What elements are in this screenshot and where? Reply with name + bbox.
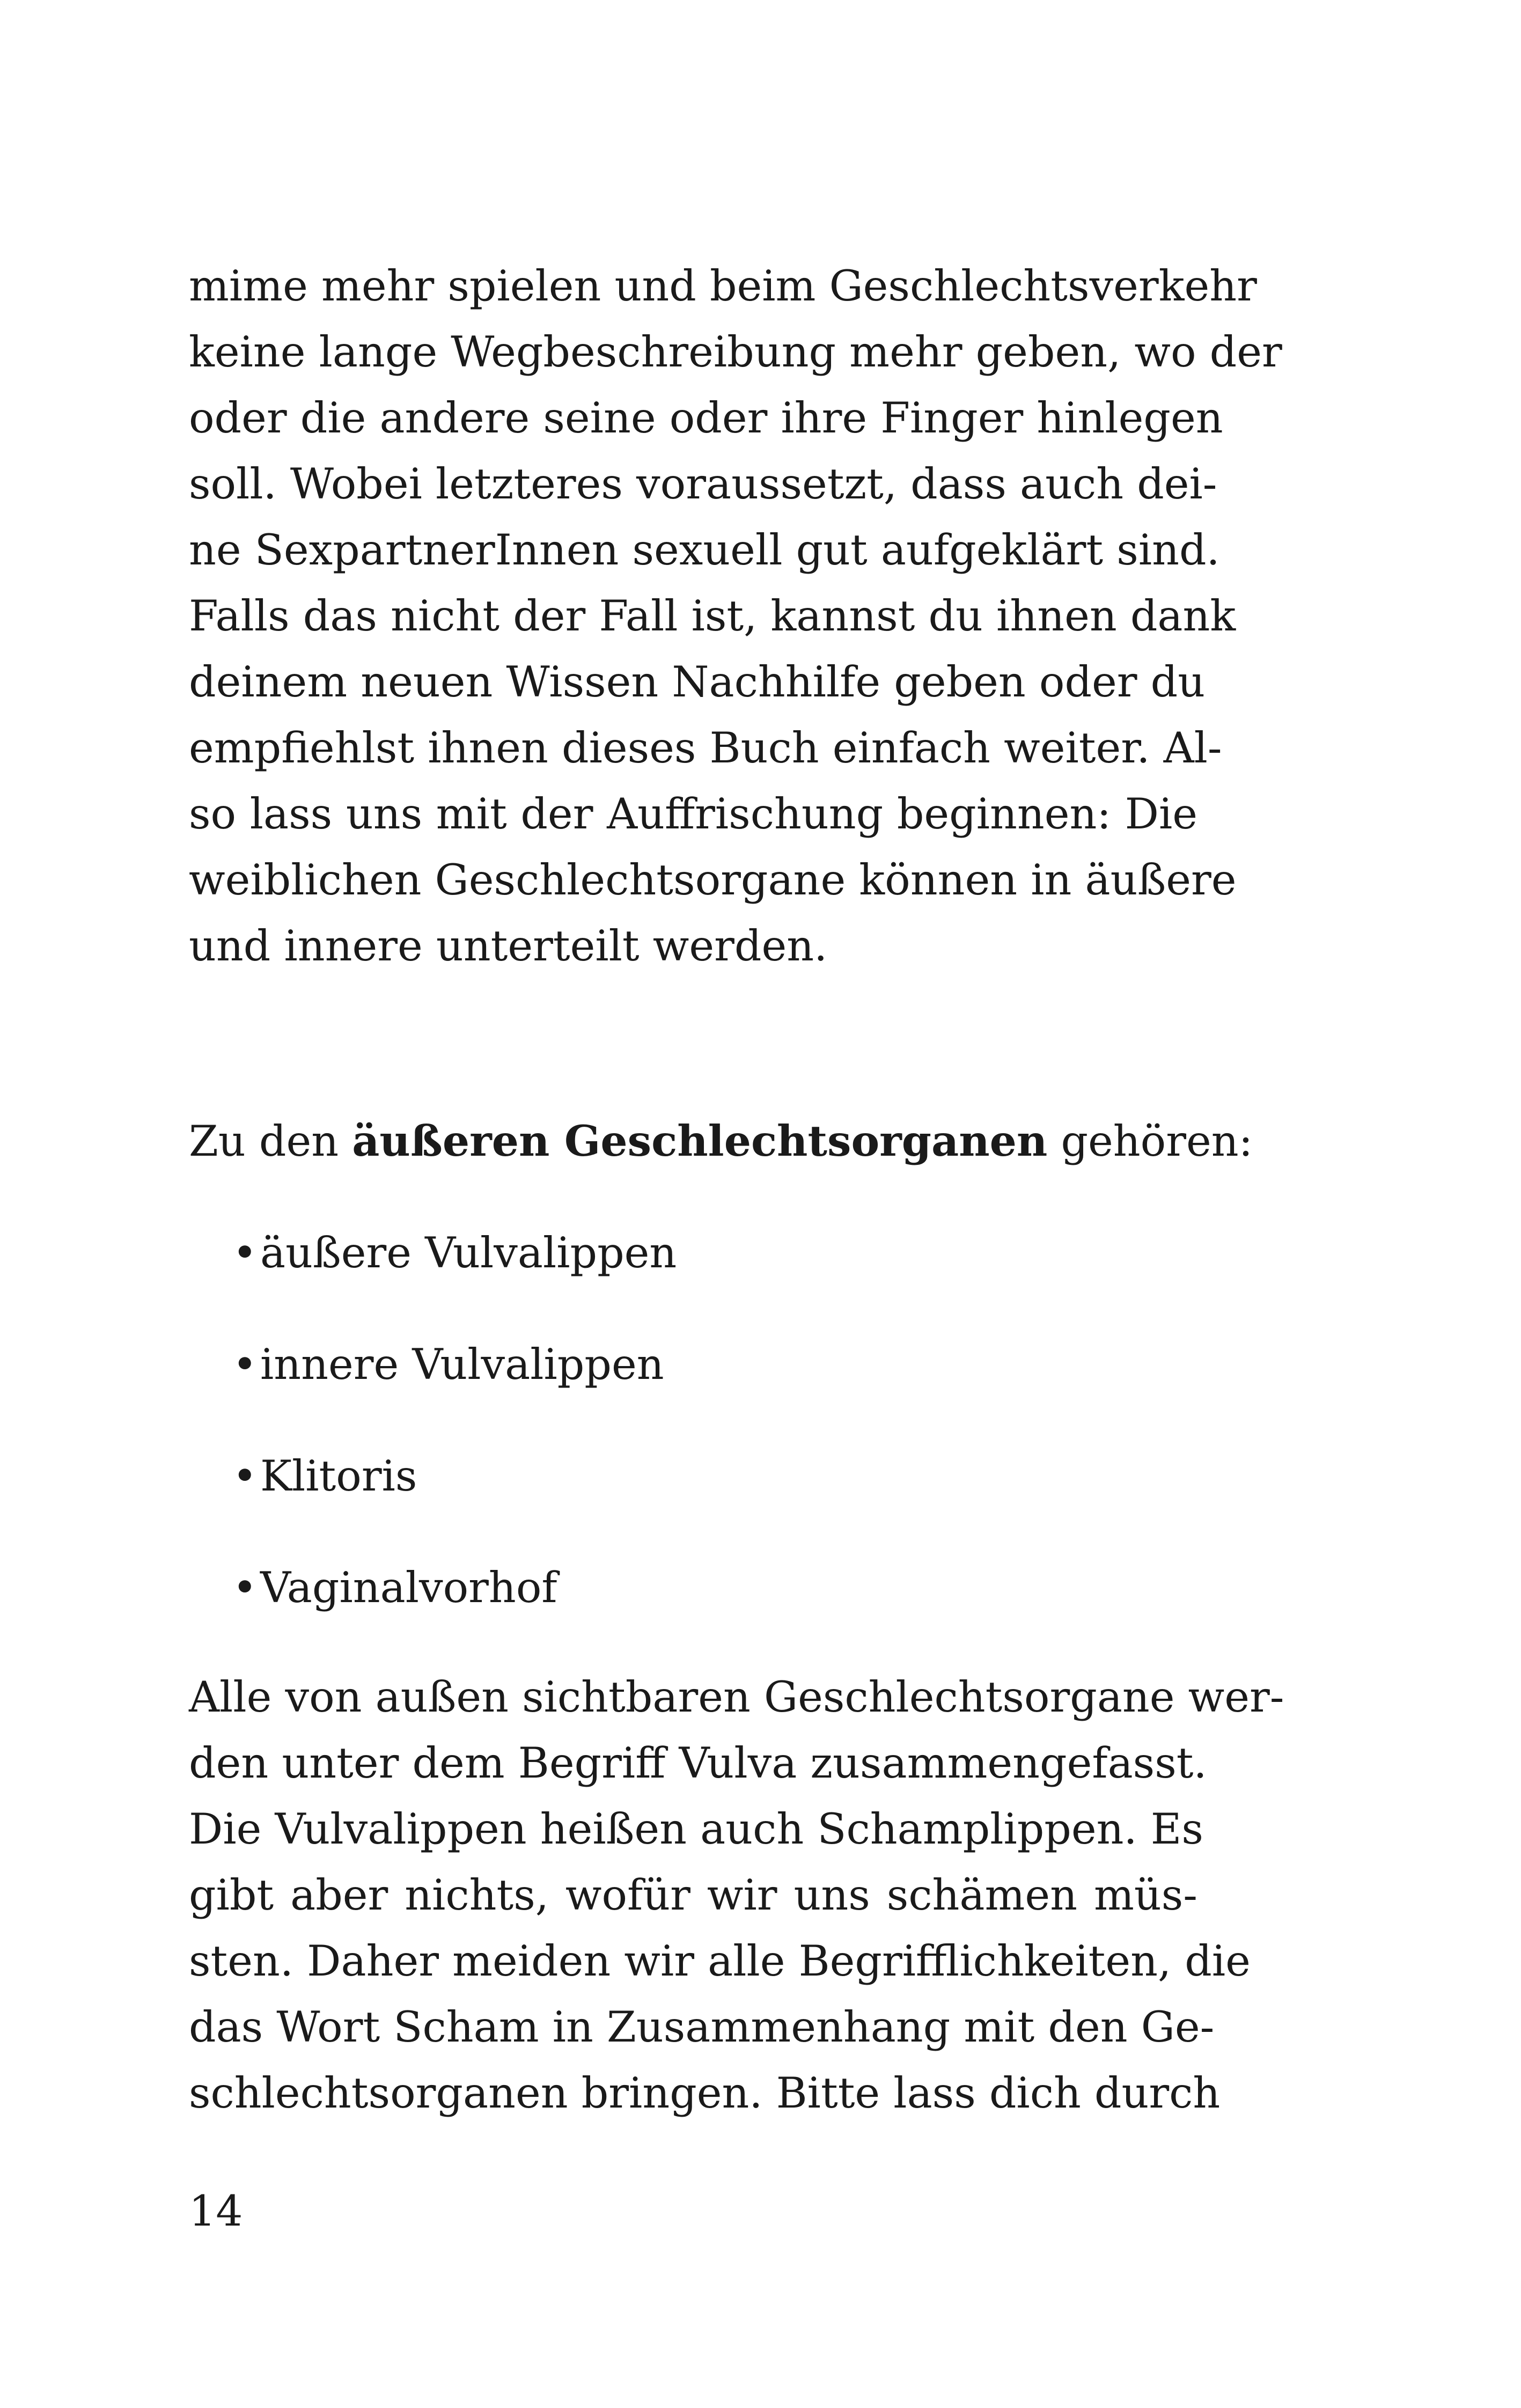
list-item [232, 1558, 557, 1617]
text-line: sten. Daher meiden wir alle Begrifflichkeiten, die [189, 1936, 1251, 1986]
text-line: keine lange Wegbeschreibung mehr geben, wo der [189, 327, 1282, 377]
list-item [232, 1335, 664, 1394]
list-intro-suffix: gehören: [1047, 1117, 1253, 1166]
list-item-label: innere Vulvalippen [260, 1340, 664, 1389]
text-line: so lass uns mit der Auffrischung beginnen: Die [189, 789, 1197, 839]
text-line: oder die andere seine oder ihre Finger hinlegen [189, 393, 1223, 443]
page-number: 14 [189, 2186, 243, 2236]
bullet-icon: • [232, 1340, 258, 1389]
text-line: empfiehlst ihnen dieses Buch einfach weiter. Al- [189, 723, 1222, 773]
text-line: ne SexpartnerInnen sexuell gut aufgeklärt sind. [189, 525, 1220, 575]
text-line: Die Vulvalippen heißen auch Schamplippen. Es [189, 1804, 1203, 1854]
list-intro [189, 1112, 1253, 1171]
bullet-icon: • [232, 1563, 258, 1612]
text-line: gibt aber nichts, wofür wir uns schämen müs- [189, 1870, 1197, 1920]
text-line: deinem neuen Wissen Nachhilfe geben oder du [189, 657, 1206, 707]
text-line: den unter dem Begriff Vulva zusammengefasst. [189, 1738, 1207, 1788]
text-line: Alle von außen sichtbaren Geschlechtsorgane wer- [189, 1672, 1284, 1722]
list-item-label: Vaginalvorhof [260, 1563, 557, 1612]
text-line: weiblichen Geschlechtsorgane können in äußere [189, 855, 1237, 905]
bullet-icon: • [232, 1228, 258, 1278]
list-item [232, 1223, 677, 1282]
text-line: das Wort Scham in Zusammenhang mit den Ge- [189, 2002, 1215, 2052]
text-line: und innere unterteilt werden. [189, 921, 828, 971]
list-item-label: Klitoris [260, 1451, 417, 1501]
bullet-icon: • [232, 1451, 258, 1501]
text-line: soll. Wobei letzteres voraussetzt, dass auch dei- [189, 459, 1217, 509]
list-item-label: äußere Vulvalippen [260, 1228, 677, 1278]
list-item [232, 1447, 417, 1506]
text-line: schlechtsorganen bringen. Bitte lass dich durch [189, 2068, 1221, 2118]
text-line: mime mehr spielen und beim Geschlechtsverkehr [189, 261, 1257, 311]
list-intro-bold: äußeren Geschlechtsorganen [352, 1116, 1048, 1166]
list-intro-prefix: Zu den [189, 1117, 352, 1166]
text-line: Falls das nicht der Fall ist, kannst du ihnen dank [189, 591, 1236, 641]
